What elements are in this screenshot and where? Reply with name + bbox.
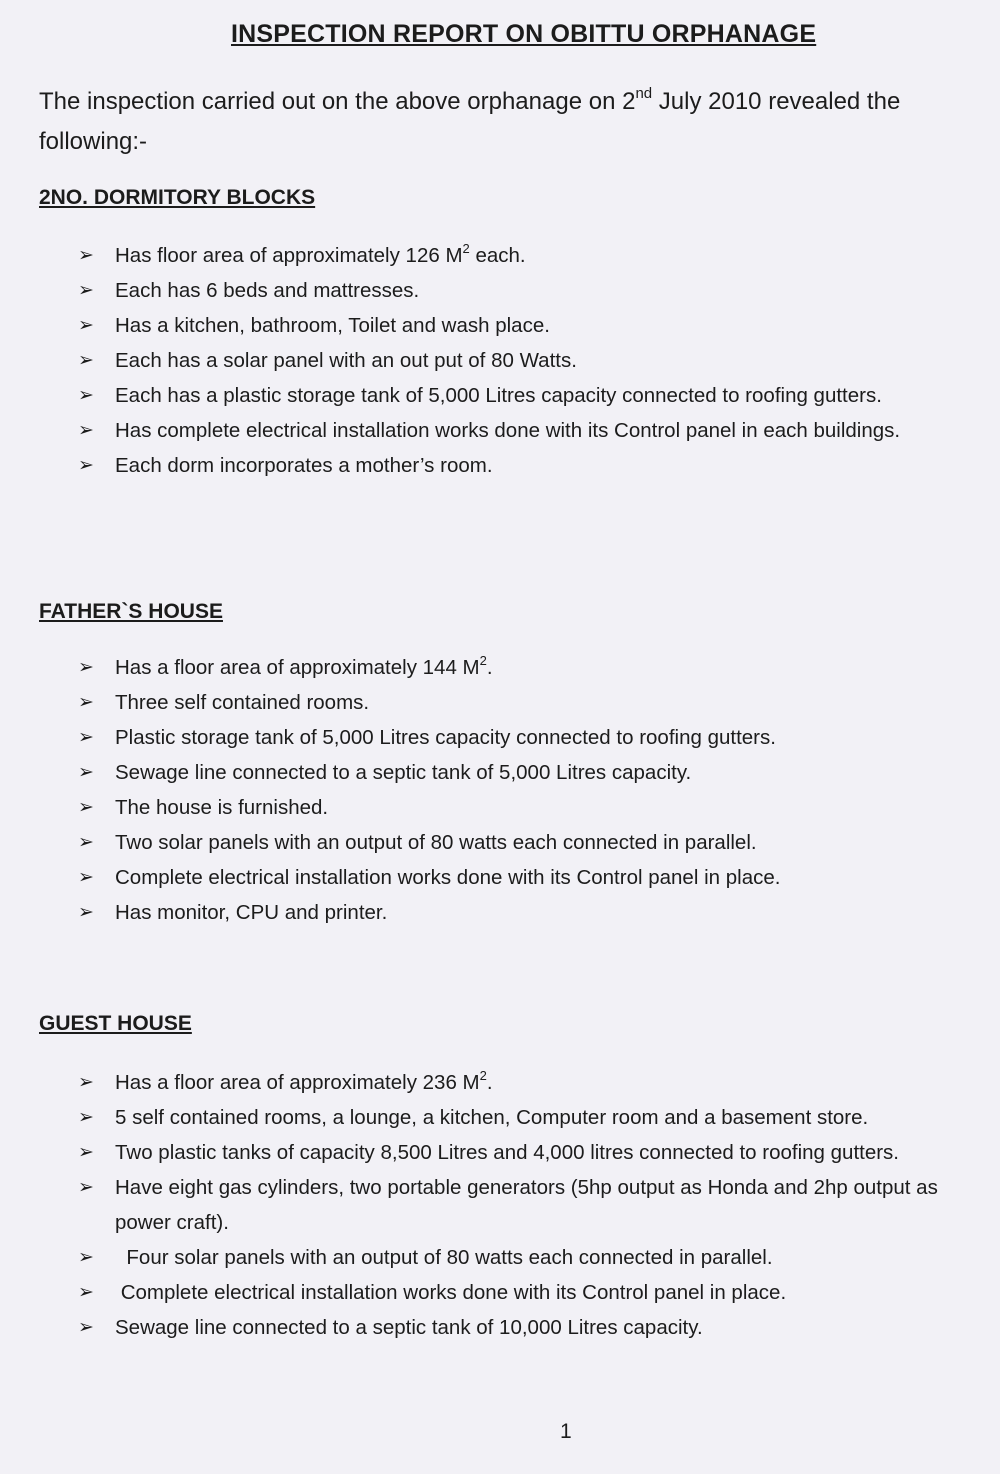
list-item bbox=[0, 895, 975, 930]
section-heading-guest-house: GUEST HOUSE bbox=[39, 1012, 192, 1035]
report-title: INSPECTION REPORT ON OBITTU ORPHANAGE bbox=[231, 20, 817, 48]
list-item bbox=[0, 1170, 975, 1240]
intro-ordinal-suffix: nd bbox=[635, 85, 653, 102]
list-item-text-end: each. bbox=[469, 244, 526, 267]
arrow-bullet-icon: ➢ bbox=[78, 1142, 94, 1163]
superscript: 2 bbox=[479, 1068, 487, 1083]
arrow-bullet-icon: ➢ bbox=[78, 762, 94, 783]
arrow-bullet-icon: ➢ bbox=[78, 832, 94, 853]
section-heading-fathers-house: FATHER`S HOUSE bbox=[39, 600, 223, 623]
list-item-text: 5 self contained rooms, a lounge, a kitchen, Computer room and a basement store. bbox=[115, 1106, 869, 1129]
list-item-text: Each dorm incorporates a mother’s room. bbox=[115, 454, 493, 477]
superscript: 2 bbox=[462, 241, 470, 256]
list-item-text: Has a kitchen, bathroom, Toilet and wash place. bbox=[115, 314, 550, 337]
arrow-bullet-icon: ➢ bbox=[78, 245, 94, 266]
intro-text-start: The inspection carried out on the above orphanage on 2 bbox=[39, 88, 636, 115]
intro-text-end: July 2010 revealed the following:- bbox=[39, 88, 901, 155]
fathers-house-list bbox=[0, 650, 975, 930]
list-item-text: Complete electrical installation works done with its Control panel in place. bbox=[115, 866, 781, 889]
arrow-bullet-icon: ➢ bbox=[78, 797, 94, 818]
list-item-text: Each has a plastic storage tank of 5,000 Litres capacity connected to roofing gutters. bbox=[115, 384, 882, 407]
arrow-bullet-icon: ➢ bbox=[78, 1247, 94, 1268]
list-item-text: Sewage line connected to a septic tank of 5,000 Litres capacity. bbox=[115, 761, 692, 784]
list-item bbox=[0, 825, 975, 860]
arrow-bullet-icon: ➢ bbox=[78, 867, 94, 888]
arrow-bullet-icon: ➢ bbox=[78, 727, 94, 748]
list-item-text: The house is furnished. bbox=[115, 796, 329, 819]
list-item bbox=[0, 273, 975, 308]
arrow-bullet-icon: ➢ bbox=[78, 692, 94, 713]
list-item bbox=[0, 378, 975, 413]
arrow-bullet-icon: ➢ bbox=[78, 420, 94, 441]
list-item bbox=[0, 1240, 975, 1275]
list-item-text: Complete electrical installation works done with its Control panel in place. bbox=[115, 1281, 787, 1304]
list-item bbox=[0, 720, 975, 755]
arrow-bullet-icon: ➢ bbox=[78, 1072, 94, 1093]
list-item-text: Three self contained rooms. bbox=[115, 691, 370, 714]
list-item-text: Two solar panels with an output of 80 watts each connected in parallel. bbox=[115, 831, 757, 854]
list-item-text: Has complete electrical installation works done with its Control panel in each buildings. bbox=[115, 419, 901, 442]
arrow-bullet-icon: ➢ bbox=[78, 1177, 94, 1198]
list-item bbox=[0, 650, 975, 685]
arrow-bullet-icon: ➢ bbox=[78, 902, 94, 923]
list-item-text: Each has 6 beds and mattresses. bbox=[115, 279, 420, 302]
arrow-bullet-icon: ➢ bbox=[78, 1282, 94, 1303]
guest-house-list bbox=[0, 1065, 975, 1345]
list-item bbox=[0, 1310, 975, 1345]
list-item bbox=[0, 1100, 975, 1135]
list-item bbox=[0, 343, 975, 378]
arrow-bullet-icon: ➢ bbox=[78, 350, 94, 371]
list-item-text: Two plastic tanks of capacity 8,500 Litres and 4,000 litres connected to roofing gutters. bbox=[115, 1141, 900, 1164]
superscript: 2 bbox=[479, 653, 487, 668]
list-item bbox=[0, 448, 975, 483]
page-number: 1 bbox=[560, 1420, 572, 1443]
list-item-text: Four solar panels with an output of 80 watts each connected in parallel. bbox=[115, 1246, 773, 1269]
list-item bbox=[0, 238, 975, 273]
list-item-text: Has a floor area of approximately 144 M bbox=[115, 656, 480, 679]
arrow-bullet-icon: ➢ bbox=[78, 1317, 94, 1338]
arrow-bullet-icon: ➢ bbox=[78, 280, 94, 301]
list-item bbox=[0, 790, 975, 825]
list-item-text: Has a floor area of approximately 236 M bbox=[115, 1071, 480, 1094]
list-item bbox=[0, 413, 975, 448]
list-item bbox=[0, 755, 975, 790]
dormitory-list bbox=[0, 238, 975, 483]
arrow-bullet-icon: ➢ bbox=[78, 315, 94, 336]
list-item bbox=[0, 685, 975, 720]
list-item-text: Sewage line connected to a septic tank of 10,000 Litres capacity. bbox=[115, 1316, 703, 1339]
list-item bbox=[0, 860, 975, 895]
list-item-text: Has monitor, CPU and printer. bbox=[115, 901, 388, 924]
list-item-text: Each has a solar panel with an out put of 80 Watts. bbox=[115, 349, 577, 372]
list-item-text-end: . bbox=[486, 656, 493, 679]
arrow-bullet-icon: ➢ bbox=[78, 455, 94, 476]
list-item bbox=[0, 1135, 975, 1170]
list-item bbox=[0, 1065, 975, 1100]
intro-paragraph bbox=[39, 82, 979, 162]
list-item-text: Has floor area of approximately 126 M bbox=[115, 244, 463, 267]
list-item bbox=[0, 308, 975, 343]
arrow-bullet-icon: ➢ bbox=[78, 1107, 94, 1128]
list-item-text: Have eight gas cylinders, two portable generators (5hp output as Honda and 2hp output as power craft). bbox=[115, 1176, 938, 1234]
list-item-text: Plastic storage tank of 5,000 Litres capacity connected to roofing gutters. bbox=[115, 726, 776, 749]
arrow-bullet-icon: ➢ bbox=[78, 385, 94, 406]
section-heading-dormitory: 2NO. DORMITORY BLOCKS bbox=[39, 186, 316, 209]
list-item bbox=[0, 1275, 975, 1310]
arrow-bullet-icon: ➢ bbox=[78, 657, 94, 678]
list-item-text-end: . bbox=[486, 1071, 493, 1094]
